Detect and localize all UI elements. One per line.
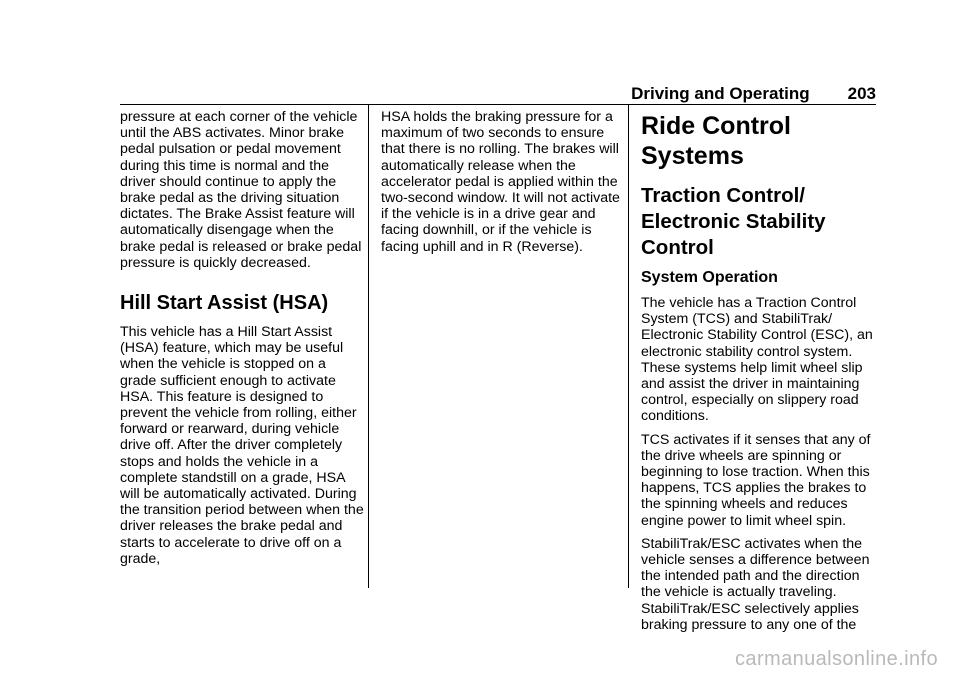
brake-assist-paragraph: pressure at each corner of the vehicle until the ABS activates. Minor brake pedal pulsation or pedal movement during this time is normal and the driver should continue to apply the brake pedal as the driving situation dictates. The Brake Assist feature will automatically disengage when the brake pedal is released or brake pedal pressure is quickly decreased. [120,109,362,271]
ride-control-heading: Ride Control Systems [641,112,791,170]
tcs-intro-paragraph: The vehicle has a Traction Control System (TCS) and StabiliTrak/ Electronic Stability Control (ESC), an electronic stability control system. These systems help limit wheel slip and assist the driver in maintaining control, especially on slippery road conditions. [641,295,873,425]
column-3 [641,109,881,640]
hsa-continued-paragraph: HSA holds the braking pressure for a maximum of two seconds to ensure that there is no rolling. The brakes will automatically release when the accelerator pedal is applied within the two-second window. It will not activate if the vehicle is in a drive gear and facing downhill, or if the vehicle is facing uphill and in R (Reverse). [381,109,620,255]
page-number: 203 [847,84,876,103]
esc-activation-paragraph: StabiliTrak/ESC activates when the vehicle senses a difference between the intended path and the direction the vehicle is actually traveling. StabiliTrak/ESC selectively applies braking pressure to any one of the [641,535,870,633]
hsa-paragraph: This vehicle has a Hill Start Assist (HSA) feature, which may be useful when the vehicle is stopped on a grade sufficient enough to activate HSA. This feature is designed to prevent the vehicle from rolling, either forward or rearward, during vehicle drive off. After the driver completely stops and holds the vehicle in a complete standstill on a grade, HSA will be automatically activated. During the transition period between when the driver releases the brake pedal and starts to accelerate to drive off on a grade, [120,324,364,567]
column-2 [381,109,623,262]
column-divider-1 [368,104,369,588]
column-divider-2 [628,104,629,588]
header-rule [120,104,876,105]
page-header [620,84,876,106]
column-1 [120,109,365,574]
tcs-activation-paragraph: TCS activates if it senses that any of the drive wheels are spinning or beginning to lose traction. When this happens, TCS applies the brakes to the spinning wheels and reduces engine power to limit wheel spin. [641,431,871,529]
section-title: Driving and Operating [631,84,810,103]
watermark: carmanualsonline.info [735,648,938,670]
hsa-heading: Hill Start Assist (HSA) [120,292,329,315]
traction-control-heading: Traction Control/ Electronic Stability Control [641,184,826,259]
system-operation-heading: System Operation [641,269,778,286]
